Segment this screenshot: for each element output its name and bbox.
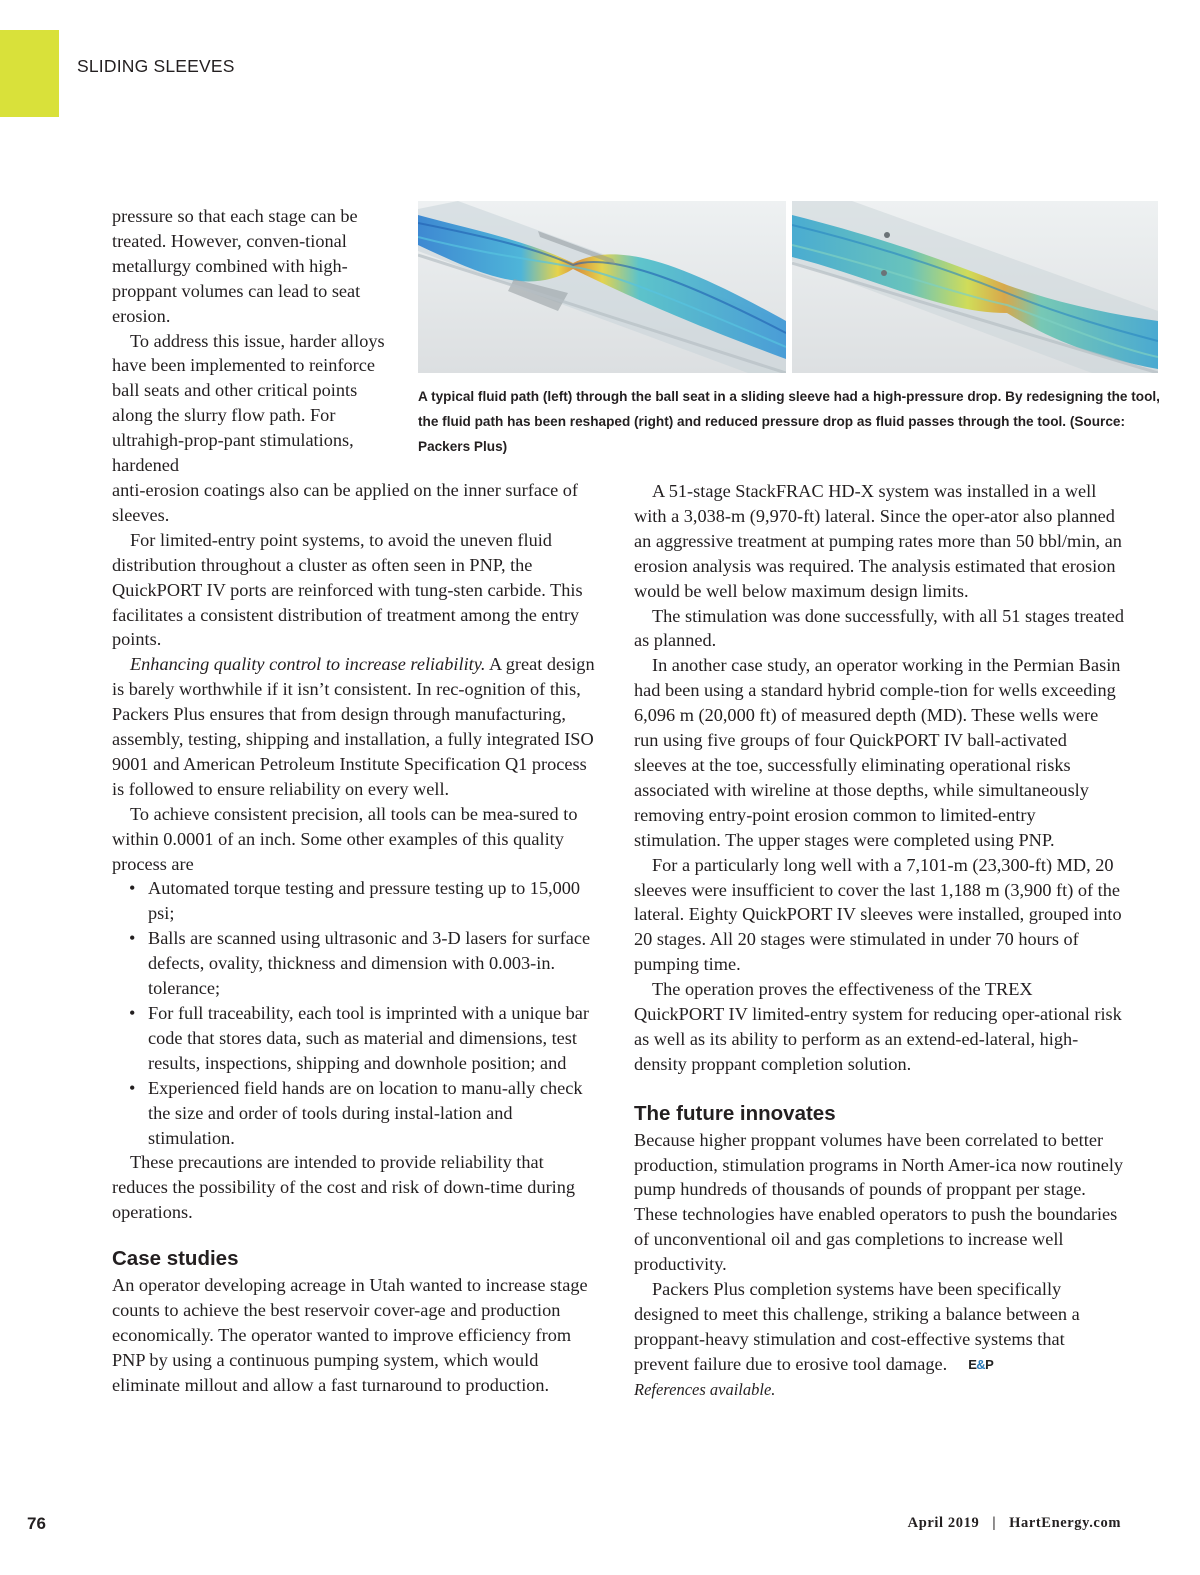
footer-date: April 2019 <box>907 1515 980 1531</box>
paragraph: A 51-stage StackFRAC HD-X system was installed in a well with a 3,038-m (9,970-ft) lateral. Since the oper-ator also planned an aggressive treatment at pumping rates more than 50 bbl/min, an erosion analysis was required. The analysis estimated that erosion would be well below maximum design limits. <box>634 481 1122 601</box>
footer-separator: | <box>992 1515 997 1531</box>
paragraph: anti-erosion coatings also can be applied on the inner surface of sleeves. <box>112 479 579 525</box>
paragraph: For a particularly long well with a 7,101-m (23,300-ft) MD, 20 sleeves were insufficient to cover the last 1,188 m (3,900 ft) of the lateral. Eighty QuickPORT IV sleeves were installed, grouped into 20 stages. All 20 stages were stimulated in under 70 hours of pumping time. <box>634 854 1122 975</box>
run-in-subhead: Enhancing quality control to increase reliability. <box>130 654 486 675</box>
list-item: • Automated torque testing and pressure testing up to 15,000 psi; <box>148 876 597 926</box>
future-heading: The future innovates <box>634 1101 836 1125</box>
case-studies-heading: Case studies <box>112 1247 239 1271</box>
footer-credit <box>908 1515 1121 1532</box>
list-item: • For full traceability, each tool is imprinted with a unique bar code that stores data, such as material and dimensions, test results, inspections, shipping and downhole position; and <box>148 1001 597 1076</box>
end-mark-amp: & <box>976 1356 986 1372</box>
paragraph: For limited-entry point systems, to avoid the uneven fluid distribution throughout a cluster as often seen in PNP, the QuickPORT IV ports are reinforced with tung-sten carbide. This facilitates a consistent distribution of treatment among the entry points. <box>112 529 583 650</box>
fluid-path-right-image <box>792 201 1158 373</box>
bullet-list <box>112 876 597 1150</box>
right-column <box>634 479 1124 1403</box>
paragraph: In another case study, an operator working in the Permian Basin had been using a standard hybrid comple-tion for wells exceeding 6,096 m (20,000 ft) of measured depth (MD). These wells were run using five groups of four QuickPORT IV ball-activated sleeves at the toe, successfully eliminating operational risks associated with wireline at those depths, while simultaneously removing entry-point erosion common to limited-entry stimulation. The upper stages were completed using PNP. <box>634 655 1121 850</box>
figure-caption: A typical fluid path (left) through the ball seat in a sliding sleeve had a high-pressure drop. By redesigning the tool, the fluid path has been reshaped (right) and reduced pressure drop as fluid passes through the tool. (Source: Packers Plus) <box>418 389 1160 454</box>
paragraph <box>634 1277 1124 1378</box>
list-item: • Balls are scanned using ultrasonic and 3-D lasers for surface defects, ovality, thickness and dimension with 0.003-in. tolerance; <box>148 926 597 1001</box>
paragraph-text: A great design is barely worthwhile if it isn’t consistent. In rec-ognition of this, Packers Plus ensures that from design through manufacturing, assembly, testing, shipping and installation, a fully integrated ISO 9001 and American Petroleum Institute Specification Q1 process is followed to ensure reliability on every well. <box>112 654 595 799</box>
references-note: References available. <box>634 1379 776 1399</box>
section-color-tab <box>0 30 59 117</box>
paragraph: pressure so that each stage can be treated. However, conven-tional metallurgy combined with high-proppant volumes can lead to seat erosion. <box>112 206 361 326</box>
paragraph: Because higher proppant volumes have been correlated to better production, stimulation programs in North Amer-ica now routinely pump hundreds of thousands of pounds of proppant per stage. These technologies have enabled operators to push the boundaries of unconventional oil and gas completions to increase well productivity. <box>634 1129 1124 1275</box>
end-mark-p: P <box>985 1356 994 1372</box>
paragraph-text: Packers Plus completion systems have been specifically designed to meet this challenge, striking a balance between a proppant-heavy stimulation and cost-effective systems that prevent failure due to erosive tool damage. <box>634 1279 1080 1374</box>
left-column <box>112 204 597 1398</box>
paragraph: These precautions are intended to provide reliability that reduces the possibility of the cost and risk of down-time during operations. <box>112 1152 576 1223</box>
page-number: 76 <box>27 1514 46 1533</box>
paragraph <box>112 652 597 801</box>
paragraph: The operation proves the effectiveness of the TREX QuickPORT IV limited-entry system for reducing oper-ational risk as well as its ability to perform as an extend-ed-lateral, high-density proppant completion solution. <box>634 979 1122 1074</box>
end-mark-logo <box>950 1353 993 1378</box>
paragraph: The stimulation was done successfully, with all 51 stages treated as planned. <box>634 605 1124 651</box>
paragraph: To achieve consistent precision, all tools can be mea-sured to within 0.0001 of an inch. Some other examples of this quality process are <box>112 803 578 874</box>
end-mark-e: E <box>968 1356 977 1372</box>
section-label: SLIDING SLEEVES <box>77 56 235 76</box>
paragraph: To address this issue, harder alloys have been implemented to reinforce ball seats and other critical points along the slurry flow path. For ultrahigh-prop-pant stimulations, hardened <box>112 330 385 476</box>
list-item: • Experienced field hands are on location to manu-ally check the size and order of tools during instal-lation and stimulation. <box>148 1076 597 1151</box>
footer-site: HartEnergy.com <box>1009 1515 1121 1531</box>
paragraph: An operator developing acreage in Utah wanted to increase stage counts to achieve the best reservoir cover-age and production economically. The operator wanted to improve efficiency from PNP by using a continuous pumping system, which would eliminate millout and allow a fast turnaround to production. <box>112 1275 588 1395</box>
left-column-wrap-region <box>112 204 400 478</box>
